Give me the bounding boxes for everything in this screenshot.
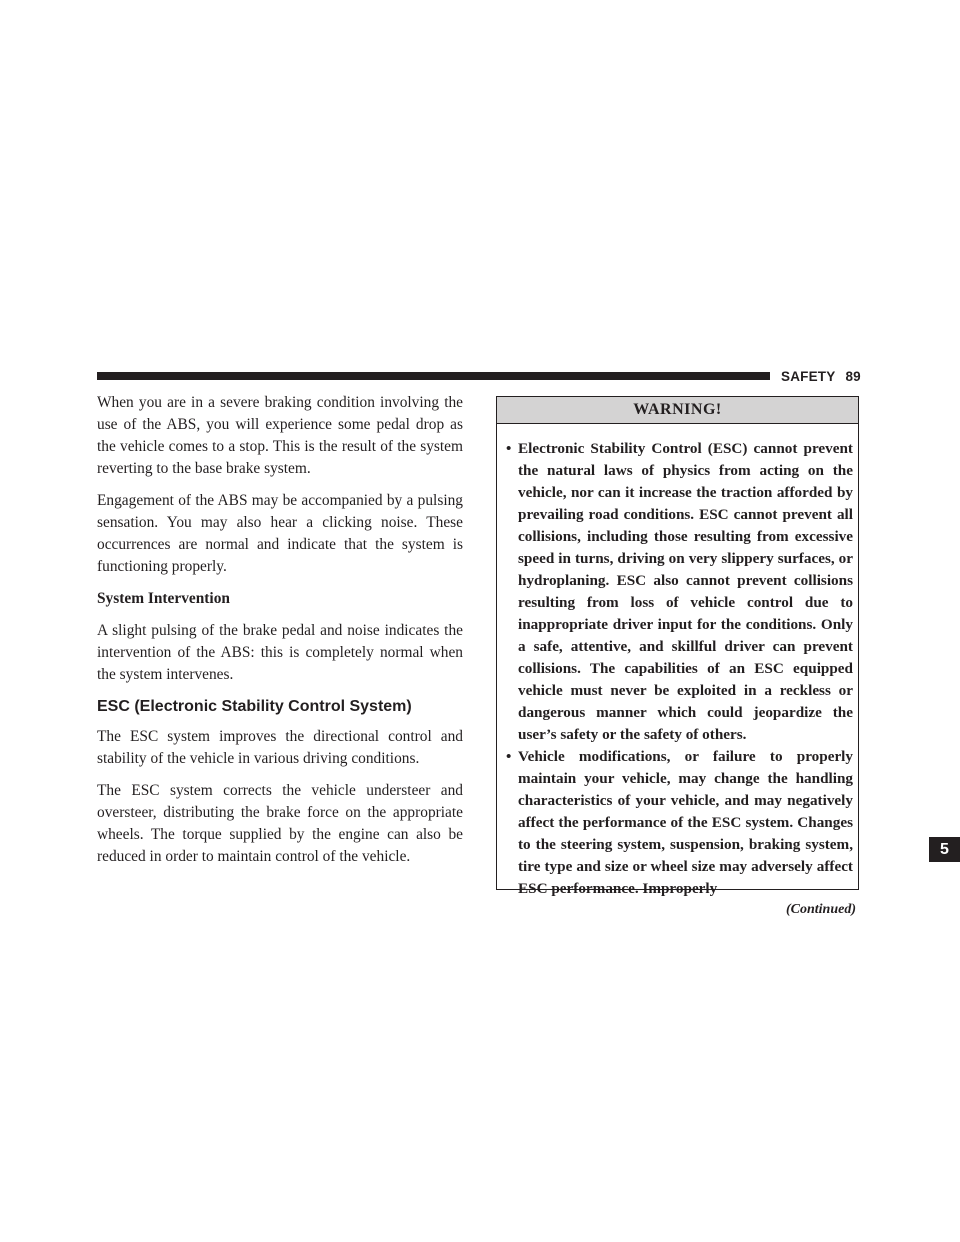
bullet-icon: • [506,440,512,457]
warning-item [506,438,853,746]
warning-title: WARNING! [497,397,858,424]
continued-label: (Continued) [785,902,856,917]
warning-box [496,396,859,897]
paragraph-abs-pedal-drop: When you are in a severe braking condition involving the use of the ABS, you will experience some pedal drop as the vehicle comes to a stop. This is the result of the system reverting to the base brake system. [97,394,463,477]
paragraph-esc-corrects: The ESC system corrects the vehicle understeer and oversteer, distributing the brake force on the appropriate wheels. The torque supplied by the engine can also be reduced in order to maintain control of the vehicle. [97,782,463,865]
header-rule [97,372,770,380]
page-number: 89 [845,369,861,384]
running-header [781,369,861,384]
subheading-system-intervention: System Intervention [97,590,230,607]
warning-item-text: Electronic Stability Control (ESC) cannot prevent the natural laws of physics from acting on the vehicle, nor can it increase the traction afforded by prevailing road conditions. ESC cannot prevent all collisions, including those resulting from excessive speed in turns, driving on very slippery surfaces, or hydroplaning. ESC also cannot prevent collisions resulting from loss of vehicle control due to inappropriate driver input for the conditions. Only a safe, attentive, and skillful driver can prevent collisions. The capabilities of an ESC equipped vehicle must never be exploited in a reckless or dangerous manner which could jeopardize the user’s safety or the safety of others. [518,440,853,743]
paragraph-esc-intro: The ESC system improves the directional control and stability of the vehicle in various driving conditions. [97,728,463,767]
paragraph-system-intervention: A slight pulsing of the brake pedal and noise indicates the intervention of the ABS: this is completely normal when the system intervenes. [97,622,463,683]
warning-list [497,424,858,900]
warning-item-text: Vehicle modifications, or failure to properly maintain your vehicle, may change the handling characteristics of your vehicle, and may negatively affect the performance of the ESC system. Changes to the steering system, suspension, braking system, tire type and size or wheel size may adversely affect ESC performance. Improperly [518,748,853,897]
bullet-icon: • [506,748,512,765]
left-column [97,392,463,878]
section-name: SAFETY [781,369,836,384]
section-heading-esc: ESC (Electronic Stability Control System) [97,698,412,715]
warning-item [506,746,853,900]
paragraph-abs-engagement: Engagement of the ABS may be accompanied by a pulsing sensation. You may also hear a clicking noise. These occurrences are normal and indicate that the system is functioning properly. [97,492,463,575]
chapter-tab: 5 [929,837,960,862]
